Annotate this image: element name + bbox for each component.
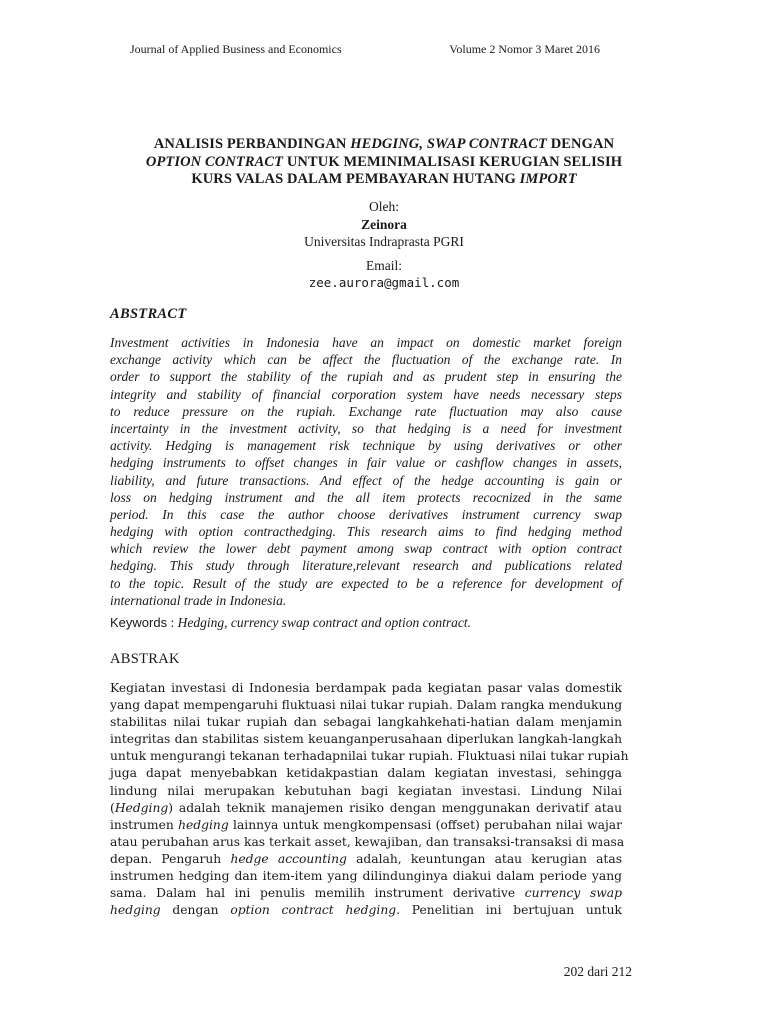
abstrak-segment: instrumen hedging dan item-item yang dilindunginya diakui dalam periode yang <box>110 869 622 884</box>
title-segment: DENGAN <box>546 136 615 152</box>
abstrak-segment: atau perubahan arus kas terkait asset, kewajiban, dan transaksi-transaksi di masa <box>110 834 625 849</box>
abstrak-line <box>110 731 622 748</box>
abstract-line: integrity and stability of financial corporation system have needs necessary steps <box>110 386 622 402</box>
abstrak-line <box>110 714 622 731</box>
abstract-line: hedging with option contracthedging. This research aims to find hedging method <box>110 524 622 540</box>
abstrak-segment: Kegiatan investasi di Indonesia berdampak pada kegiatan pasar valas domestik <box>110 681 622 695</box>
abstrak-segment: dengan <box>160 903 231 918</box>
abstrak-segment: instrumen <box>110 817 179 832</box>
abstrak-line <box>110 680 622 697</box>
abstrak-text <box>110 680 629 919</box>
abstrak-segment: sama. Dalam hal ini penulis memilih instrument derivative <box>110 886 525 901</box>
title-segment: IMPORT <box>519 171 577 187</box>
title-line-1 <box>100 136 668 154</box>
abstrak-line <box>110 817 622 834</box>
author-block <box>100 198 668 292</box>
abstrak-line <box>110 748 629 765</box>
abstract-line: period. In this case the author choose derivatives instrument currency swap <box>110 506 622 522</box>
abstrak-segment: integritas dan stabilitas sistem keuanganperusahaan diperlukan langkah-langkah <box>110 732 622 747</box>
abstrak-line <box>110 697 622 714</box>
abstrak-line <box>110 765 622 782</box>
by-label: Oleh: <box>369 199 399 214</box>
title-segment: KURS VALAS DALAM PEMBAYARAN HUTANG <box>191 171 520 187</box>
abstrak-line <box>110 868 622 885</box>
abstract-line: loss on hedging instrument and the all item protects recocnized in the same <box>110 489 622 505</box>
abstrak-segment: stabilitas nilai tukar rupiah dan sebagai langkahkehati-hatian dalam menjamin <box>110 715 622 730</box>
abstrak-segment: hedging <box>110 903 161 918</box>
author-name: Zeinora <box>361 216 407 232</box>
abstrak-segment: ( <box>110 800 115 815</box>
volume-info: Volume 2 Nomor 3 Maret 2016 <box>449 42 600 56</box>
abstract-line: exchange activity which can be affect the fluctuation of the exchange rate. In <box>110 352 622 368</box>
abstrak-segment: adalah, keuntungan atau kerugian atas <box>346 851 623 866</box>
abstract-line: order to support the stability of the rupiah and as prudent step in ensuring the <box>110 369 622 385</box>
abstract-line: hedging. This study through literature,relevant research and publications related <box>110 558 622 574</box>
abstrak-segment: yang dapat mempengaruhi fluktuasi nilai tukar rupiah. Dalam rangka mendukung <box>110 698 623 713</box>
keywords-separator: : <box>167 615 178 630</box>
abstrak-segment: hedging <box>178 817 229 832</box>
abstract-line: to the topic. Result of the study are expected to be a reference for development of <box>110 575 622 591</box>
abstract-text <box>110 334 622 609</box>
abstrak-segment: option contract hedging. <box>230 903 401 918</box>
title-segment: UNTUK MEMINIMALISASI KERUGIAN SELISIH <box>283 153 623 170</box>
abstract-heading: ABSTRACT <box>110 306 187 322</box>
title-segment: ANALISIS PERBANDINGAN <box>153 136 351 152</box>
keywords-text: Hedging, currency swap contract and option contract. <box>177 615 472 630</box>
abstrak-segment: currency swap <box>524 886 622 901</box>
abstrak-segment: Hedging <box>114 800 169 815</box>
author-email[interactable]: zee.aurora@gmail.com <box>308 275 460 290</box>
title-line-2 <box>100 154 668 172</box>
abstrak-segment: lindung nilai merupakan kebutuhan bagi kegiatan investasi. Lindung Nilai <box>110 783 622 798</box>
abstract-line: hedging instruments to offset changes in fair value or cashflow changes in assets, <box>110 455 622 471</box>
abstrak-line <box>110 902 622 919</box>
keywords-line <box>110 615 622 631</box>
abstract-line: international trade in Indonesia. <box>110 592 287 608</box>
title-segment: OPTION CONTRACT <box>145 153 284 170</box>
abstrak-segment: untuk mengurangi tekanan terhadapnilai tukar rupiah. Fluktuasi nilai tukar rupiah <box>110 749 629 764</box>
abstrak-line <box>110 885 622 902</box>
abstrak-segment: juga dapat menyebabkan ketidakpastian dalam kegiatan investasi, sehingga <box>110 766 622 781</box>
author-affiliation: Universitas Indraprasta PGRI <box>304 234 464 249</box>
abstrak-segment: ) adalah teknik manajemen risiko dengan menggunakan derivatif atau <box>168 800 622 815</box>
keywords-label: Keywords <box>110 615 168 630</box>
abstrak-line <box>110 800 622 817</box>
abstract-line: liability, and future transactions. And effect of the hedge accounting is gain or <box>110 472 622 488</box>
paper-title <box>100 136 668 189</box>
title-segment: HEDGING, SWAP CONTRACT <box>350 136 547 152</box>
abstract-line: to reduce pressure on the rupiah. Exchange rate fluctuation may also cause <box>110 403 622 419</box>
abstrak-segment: hedge accounting <box>230 851 347 866</box>
title-line-3 <box>100 171 668 189</box>
abstrak-segment: lainnya untuk mengkompensasi (offset) perubahan nilai wajar <box>228 817 622 832</box>
abstract-line: which review the lower debt payment among swap contract with option contract <box>110 541 622 557</box>
abstract-line: activity. Hedging is management risk technique by using derivatives or other <box>110 438 622 454</box>
abstrak-line <box>110 834 625 851</box>
abstrak-line <box>110 783 622 800</box>
abstrak-segment: Penelitian ini bertujuan untuk <box>400 903 622 918</box>
abstract-line: Investment activities in Indonesia have an impact on domestic market foreign <box>110 335 622 350</box>
email-label: Email: <box>366 257 402 273</box>
abstrak-line <box>110 851 622 868</box>
abstrak-heading: ABSTRAK <box>110 651 180 667</box>
page-number: 202 dari 212 <box>563 964 632 979</box>
journal-name: Journal of Applied Business and Economics <box>130 42 342 56</box>
abstract-line: incertainty in the investment activity, so that hedging is a need for investment <box>110 420 622 436</box>
running-header <box>130 42 600 60</box>
abstrak-segment: depan. Pengaruh <box>110 851 231 866</box>
